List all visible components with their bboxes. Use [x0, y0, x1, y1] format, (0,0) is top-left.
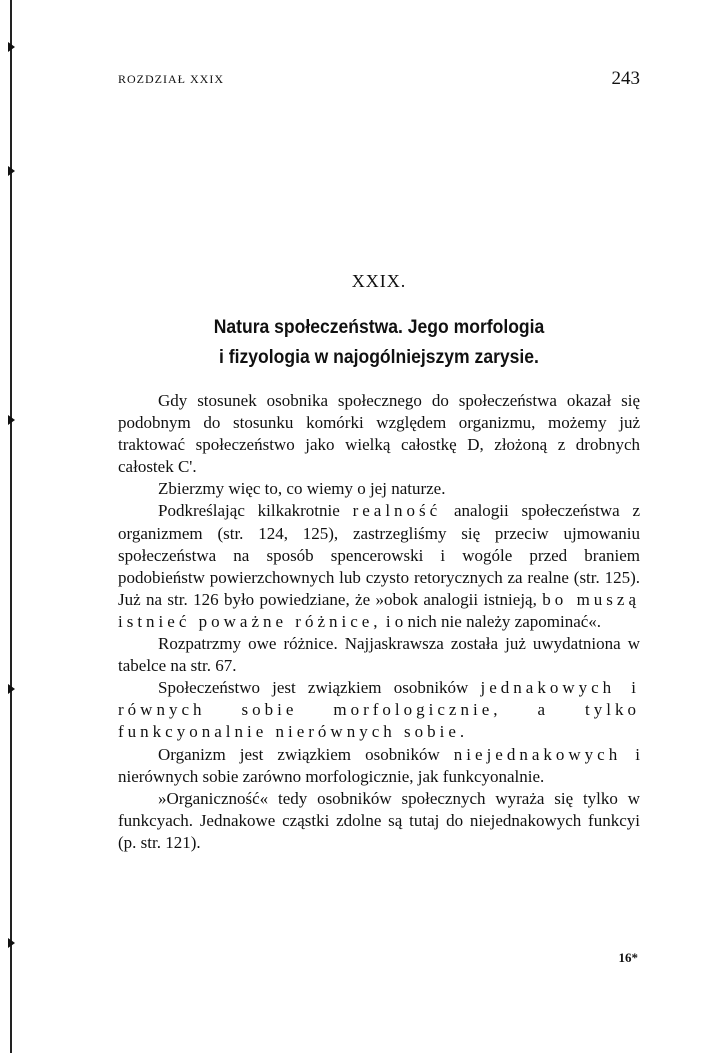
binding-mark-icon	[8, 415, 15, 425]
paragraph-3	[118, 500, 640, 633]
paragraph-5	[118, 677, 640, 743]
binding-mark-icon	[8, 684, 15, 694]
chapter-title-line-2: i fizyologia w najogólniejszym zarysie.	[219, 346, 539, 368]
binding-mark-icon	[8, 938, 15, 948]
chapter-number: XXIX.	[351, 271, 407, 291]
running-head-title: ROZDZIAŁ XXIX	[118, 72, 224, 86]
body-text	[118, 390, 640, 854]
spaced-emphasis: bo muszą istnieć poważne różnice,	[118, 589, 640, 631]
chapter-title	[144, 312, 614, 372]
paragraph-6-part-a: Organizm jest związkiem osobników	[158, 744, 440, 764]
paragraph-3-part-a: Podkreślając kilkakrotnie	[158, 501, 340, 521]
spaced-emphasis: niejednakowych	[453, 744, 622, 764]
chapter-title-line-1: Natura społeczeństwa. Jego morfologia	[213, 316, 545, 338]
paragraph-6-part-c: i nierównych sobie zarówno morfologicznie, jak funkcyonalnie.	[118, 744, 641, 786]
binding-mark-icon	[8, 166, 15, 176]
page-number: 243	[611, 68, 640, 89]
paragraph-5-part-a: Społeczeństwo jest związkiem osobników	[158, 678, 469, 698]
paragraph-3-part-e: i o nich nie należy zapominać«.	[385, 611, 602, 631]
running-head	[118, 70, 640, 90]
signature-mark: 16*	[618, 950, 638, 965]
paragraph-1: Gdy stosunek osobnika społecznego do społeczeństwa okazał się podobnym do stosunku komórki względem organizmu, możemy już traktować społeczeństwo jako wielką całostkę D, złożoną z drobnych całostek C'.	[118, 391, 640, 477]
paragraph-4: Rozpatrzmy owe różnice. Najjaskrawsza została już uwydatniona w tabelce na str. 67.	[118, 634, 640, 676]
paragraph-6	[118, 744, 640, 788]
spaced-emphasis: jednakowych i równych sobie morfologicznie, a tylko funkcyonalnie nierównych sobie.	[118, 678, 641, 742]
paragraph-3-part-c: analogii społeczeństwa z organizmem (str. 124, 125), zastrzegliśmy się przeciw ujmowaniu społeczeństwa na sposób spencerowski i wogóle przed braniem podobieństw powierzchownych lub czysto retorycznych za realne (str. 125). Już na str. 126 było powiedziane, że »obok analogii istnieją,	[118, 501, 641, 609]
paragraph-7: »Organiczność« tedy osobników społecznych wyraża się tylko w funkcyach. Jednakowe cząstki zdolne są tutaj do niejednakowych funkcyi (p. str. 121).	[118, 788, 640, 852]
paragraph-2: Zbierzmy więc to, co wiemy o jej naturze.	[158, 479, 446, 499]
binding-mark-icon	[8, 42, 15, 52]
spaced-emphasis: realność	[352, 501, 442, 521]
binding-edge-line	[10, 0, 12, 1053]
